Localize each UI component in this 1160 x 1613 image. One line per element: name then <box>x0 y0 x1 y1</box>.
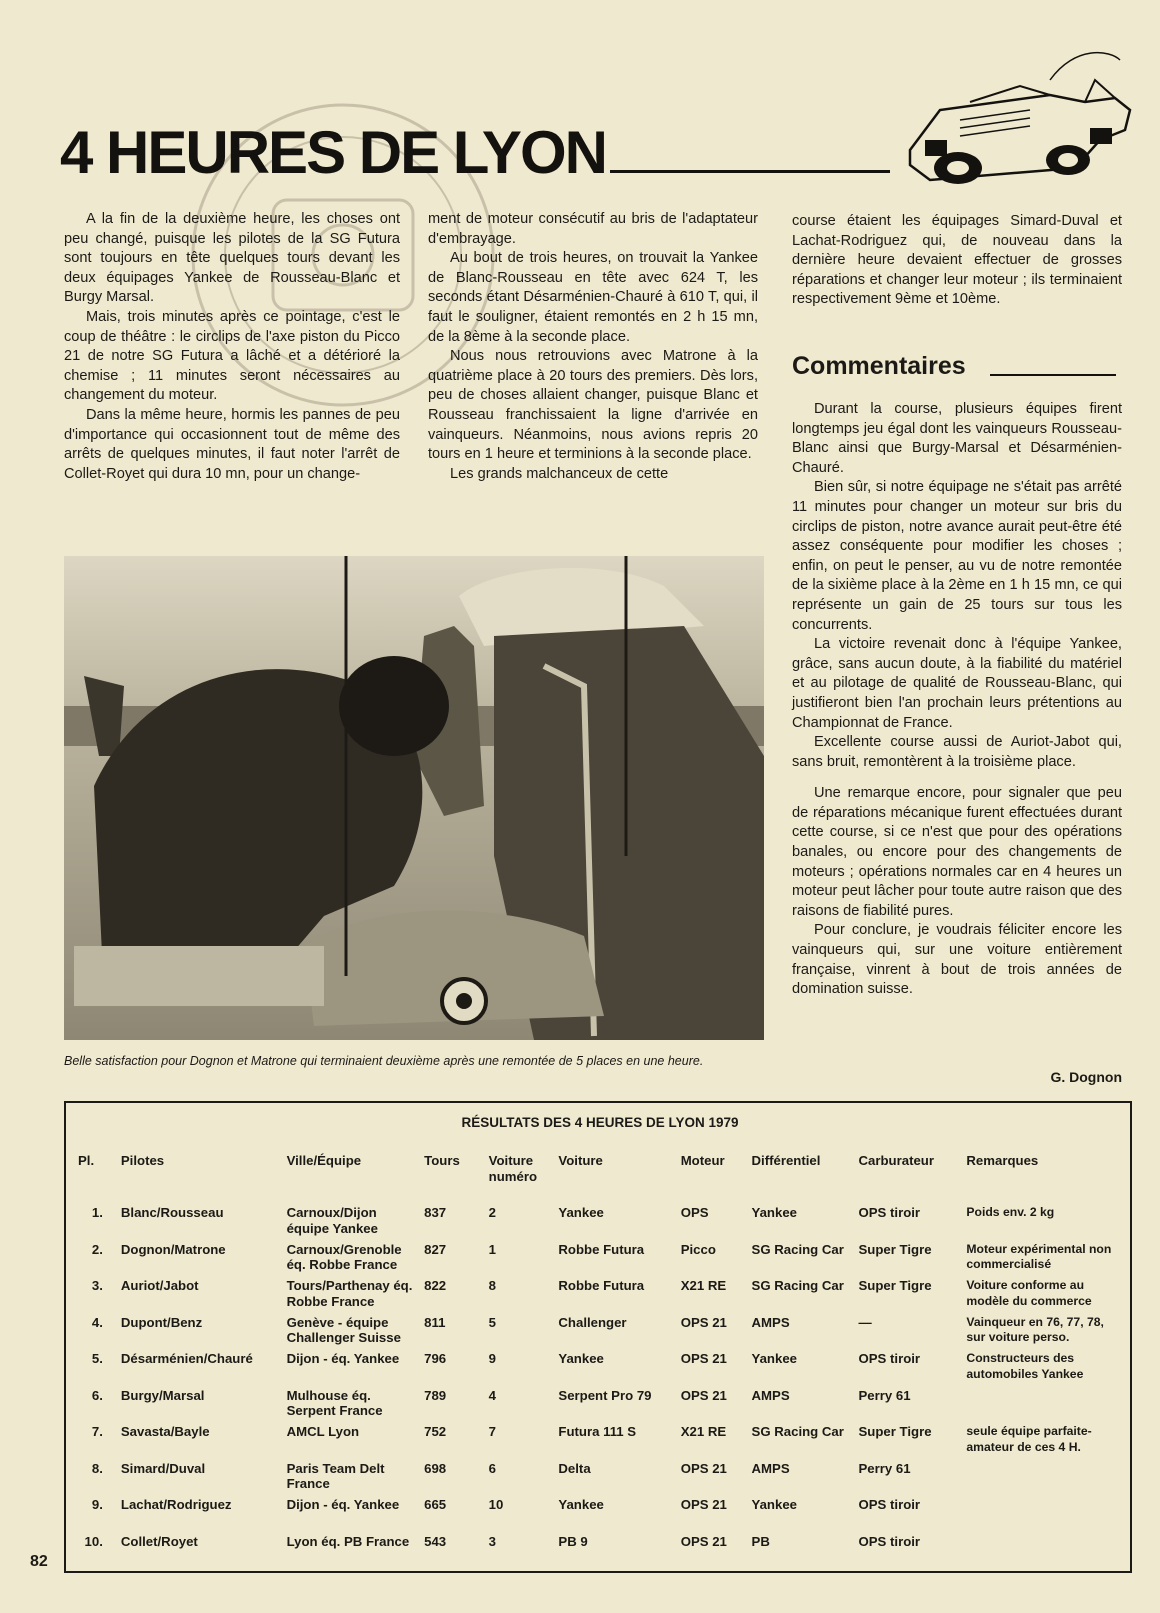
table-cell: Poids env. 2 kg <box>966 1205 1055 1219</box>
table-cell: Dognon/Matrone <box>120 1241 226 1257</box>
table-cell: PB 9 <box>558 1533 588 1549</box>
col-header: Voiture numéro <box>488 1153 538 1184</box>
table-cell: Simard/Duval <box>120 1460 206 1476</box>
paragraph: ment de moteur consécutif au bris de l'adaptateur d'embrayage. <box>428 211 758 247</box>
table-cell: Auriot/Jabot <box>120 1278 199 1293</box>
table-cell: AMPS <box>751 1387 790 1403</box>
table-cell: Yankee <box>558 1351 604 1366</box>
table-cell: Yankee <box>751 1497 797 1512</box>
col-header: Voiture <box>558 1153 603 1168</box>
table-cell: 698 <box>424 1460 447 1476</box>
paragraph: Excellente course aussi de Auriot-Jabot qui, sans bruit, remontèrent à la troisième place. <box>792 734 1122 770</box>
results-box <box>64 1101 1132 1573</box>
table-cell: Dupont/Benz <box>120 1314 203 1330</box>
table-row <box>74 1534 1130 1571</box>
col-header: Remarques <box>966 1153 1039 1168</box>
table-cell: Yankee <box>751 1205 797 1220</box>
table-cell: 7. <box>91 1424 103 1439</box>
results-title: RÉSULTATS DES 4 HEURES DE LYON 1979 <box>461 1115 739 1130</box>
table-cell: Voiture conforme au modèle du commerce <box>966 1278 1092 1308</box>
article-column-3 <box>792 212 1122 310</box>
table-cell: Burgy/Marsal <box>120 1387 205 1403</box>
table-cell: AMPS <box>751 1460 790 1476</box>
table-cell: OPS 21 <box>680 1533 727 1549</box>
table-cell: Robbe Futura <box>558 1241 645 1257</box>
table-cell: OPS tiroir <box>858 1533 921 1549</box>
table-cell: Challenger <box>558 1314 627 1330</box>
table-cell: Vainqueur en 76, 77, 78, sur voiture perso. <box>966 1314 1104 1344</box>
table-cell: Futura 111 S <box>558 1424 637 1439</box>
table-cell: OPS <box>680 1205 709 1220</box>
table-cell: Paris Team Delt France <box>286 1460 385 1491</box>
table-cell: 4. <box>91 1314 103 1330</box>
table-cell: Super Tigre <box>858 1241 932 1257</box>
table-cell: SG Racing Car <box>751 1241 844 1257</box>
table-cell: 8 <box>488 1278 496 1293</box>
table-cell: Lyon éq. PB France <box>286 1533 410 1549</box>
table-cell: Perry 61 <box>858 1460 911 1476</box>
table-cell: 7 <box>488 1424 496 1439</box>
table-cell: Mulhouse éq. Serpent France <box>286 1387 383 1418</box>
table-cell: SG Racing Car <box>751 1278 844 1293</box>
table-cell: Super Tigre <box>858 1424 932 1439</box>
paragraph: Pour conclure, je voudrais féliciter encore les vainqueurs qui, sur une voiture entièrement française, vinrent à bout de trois années de domination suisse. <box>792 922 1122 998</box>
article-column-1 <box>64 210 400 484</box>
table-cell: Dijon - éq. Yankee <box>286 1497 400 1512</box>
table-row <box>74 1351 1130 1388</box>
table-cell: 9. <box>91 1497 103 1512</box>
col-header: Tours <box>424 1153 460 1168</box>
col-header: Carburateur <box>858 1153 934 1168</box>
table-row <box>74 1424 1130 1461</box>
paragraph: La victoire revenait donc à l'équipe Yankee, grâce, sans aucun doute, à la fiabilité du matériel et au pilotage de qualité de Rousseau-Blanc, qui justifieront bien l'an prochain leurs prétentions au Championnat de France. <box>792 636 1122 731</box>
table-cell: 811 <box>424 1314 446 1330</box>
page-number: 82 <box>30 1553 48 1570</box>
table-cell <box>962 1497 1130 1534</box>
commentaires-heading: Commentaires <box>792 352 966 380</box>
table-cell: 789 <box>424 1387 447 1403</box>
table-cell: Robbe Futura <box>558 1278 645 1293</box>
table-cell: Yankee <box>558 1205 604 1220</box>
paragraph: Durant la course, plusieurs équipes firent longtemps jeu égal dont les vainqueurs Rousseau-Blanc ainsi que Burgy-Marsal et Désarménien-Chauré. <box>792 401 1122 476</box>
table-row <box>74 1497 1130 1534</box>
paragraph: A la fin de la deuxième heure, les choses ont peu changé, puisque les pilotes de la SG Futura sont toujours en tête quelques tours devant les deux équipages Yankee de Rousseau-Blanc et Burgy Marsal. <box>64 211 400 306</box>
table-cell: PB <box>751 1533 770 1549</box>
table-cell: OPS tiroir <box>858 1205 921 1220</box>
table-cell: OPS 21 <box>680 1460 727 1476</box>
photo-caption: Belle satisfaction pour Dognon et Matrone qui terminaient deuxième après une remontée de 5 places en une heure. <box>64 1054 704 1068</box>
table-cell: 10 <box>488 1497 504 1512</box>
table-cell: SG Racing Car <box>751 1424 844 1439</box>
table-cell: Delta <box>558 1460 591 1476</box>
table-cell: 1 <box>488 1241 496 1257</box>
article-column-2 <box>428 210 758 484</box>
table-cell: OPS 21 <box>680 1387 727 1403</box>
table-cell: Savasta/Bayle <box>120 1424 210 1439</box>
table-cell: Carnoux/Grenoble éq. Robbe France <box>286 1241 402 1272</box>
table-cell: Super Tigre <box>858 1278 932 1293</box>
table-cell: 2. <box>91 1241 103 1257</box>
table-cell: 837 <box>424 1205 447 1220</box>
col-header: Pilotes <box>120 1153 165 1168</box>
table-cell: Yankee <box>558 1497 604 1512</box>
table-cell: 6. <box>91 1387 103 1403</box>
table-cell: OPS tiroir <box>858 1497 921 1512</box>
heading-rule <box>990 374 1116 376</box>
table-cell <box>962 1534 1130 1571</box>
paragraph: Une remarque encore, pour signaler que peu de réparations mécanique furent effectuées durant cette course, si ce n'est que pour des opérations banales, ou encore pour des changements de moteurs ; opérations normales car en 4 heures un moteur peut lâcher pour toute autre raison que des raisons de fiabilité pures. <box>792 785 1122 919</box>
article-title: 4 HEURES DE LYON <box>60 119 606 186</box>
table-cell: OPS 21 <box>680 1497 727 1512</box>
col-header: Ville/Équipe <box>286 1153 362 1168</box>
table-cell: — <box>858 1314 872 1330</box>
table-cell: Genève - équipe Challenger Suisse <box>286 1314 401 1345</box>
table-row <box>74 1461 1130 1498</box>
table-cell: 543 <box>424 1533 447 1549</box>
table-cell: Tours/Parthenay éq. Robbe France <box>286 1278 413 1309</box>
paragraph: Bien sûr, si notre équipage ne s'était pas arrêté 11 minutes pour changer un moteur sur bris du circlips de piston, notre avance aurait peut-être été assez conséquente pour modifier les choses ; enfin, on peut le penser, au vu de notre remontée de la sixième place à la 2ème en 1 h 15 mn, ce qui représente un gain de 25 tours sur tous les concurrents. <box>792 479 1122 633</box>
table-cell <box>962 1461 1130 1498</box>
title-rule <box>610 170 890 173</box>
table-cell: 796 <box>424 1351 447 1366</box>
race-car-drawing-icon <box>900 40 1140 200</box>
paragraph: Dans la même heure, hormis les pannes de peu d'importance qui occasionnent tout de même des arrêts de quelques minutes, il faut noter l'arrêt de Collet-Royet qui dura 10 mn, pour un change- <box>64 406 400 482</box>
table-cell: Carnoux/Dijon équipe Yankee <box>286 1205 378 1236</box>
table-cell: 822 <box>424 1278 447 1293</box>
table-row <box>74 1278 1130 1315</box>
paragraph: Mais, trois minutes après ce pointage, c'est le coup de théâtre : le circlips de l'axe piston du Picco 21 de notre SG Futura a lâché et a détérioré la chemise ; 11 minutes seront nécessaires au changement du moteur. <box>64 308 400 404</box>
table-cell: 9 <box>488 1351 496 1366</box>
table-row <box>74 1388 1130 1425</box>
paragraph: Les grands malchanceux de cette <box>450 465 669 482</box>
paragraph: Nous nous retrouvions avec Matrone à la quatrième place à 20 tours des premiers. Dès lors, peu de choses allaient changer, puisque Blanc et Rousseau franchissaient la ligne d'arrivée en vainqueurs. Néanmoins, nous avions repris 20 tours en 1 heure et terminions à la seconde place. <box>428 348 758 463</box>
table-cell: 3 <box>488 1533 496 1549</box>
table-row <box>74 1205 1130 1242</box>
table-cell: 5 <box>488 1314 496 1330</box>
table-cell: Désarménien/Chauré <box>120 1351 253 1366</box>
author-signature: G. Dognon <box>1050 1069 1122 1085</box>
table-cell: 5. <box>91 1351 103 1366</box>
pit-crew-photo <box>64 556 764 1040</box>
table-cell: Moteur expérimental non commercialisé <box>966 1241 1112 1271</box>
paragraph: Au bout de trois heures, on trouvait la Yankee de Blanc-Rousseau en tête avec 624 T, les seconds étant Désarménien-Chauré à 610 T, qui, il faut le souligner, étaient remontés en 2 h 15 mn, de la 8ème à la seconde place. <box>428 250 758 345</box>
table-cell: OPS tiroir <box>858 1351 921 1366</box>
table-cell: Collet/Royet <box>120 1533 198 1549</box>
table-cell: 4 <box>488 1387 496 1403</box>
table-cell: Blanc/Rousseau <box>120 1205 224 1220</box>
table-cell: 3. <box>91 1278 103 1293</box>
table-cell <box>962 1388 1130 1425</box>
table-cell: 10. <box>84 1533 103 1549</box>
table-cell: 2 <box>488 1205 496 1220</box>
col-header: Pl. <box>78 1153 95 1168</box>
table-header-row <box>74 1153 1130 1205</box>
table-cell: X21 RE <box>680 1424 727 1439</box>
table-cell: Dijon - éq. Yankee <box>286 1351 400 1366</box>
table-cell: AMCL Lyon <box>286 1424 360 1439</box>
table-cell: 1. <box>91 1205 103 1220</box>
paragraph: course étaient les équipages Simard-Duval et Lachat-Rodriguez qui, de nouveau dans la dernière heure devaient effectuer de grosses réparations et changer leur moteur ; ils terminaient respectivement 9ème et 10ème. <box>792 213 1122 308</box>
col-header: Différentiel <box>751 1153 821 1168</box>
results-table <box>74 1153 1130 1570</box>
photo-illustration <box>64 556 764 1040</box>
table-cell: Yankee <box>751 1351 797 1366</box>
table-cell: AMPS <box>751 1314 790 1330</box>
table-cell: 827 <box>424 1241 447 1257</box>
table-cell: seule équipe parfaite-amateur de ces 4 H. <box>966 1424 1092 1454</box>
table-cell: 8. <box>91 1460 103 1476</box>
table-cell: Serpent Pro 79 <box>558 1387 652 1403</box>
col-header: Moteur <box>680 1153 725 1168</box>
table-cell: Perry 61 <box>858 1387 911 1403</box>
table-cell: OPS 21 <box>680 1314 727 1330</box>
table-cell: Constructeurs des automobiles Yankee <box>966 1351 1084 1381</box>
table-cell: Picco <box>680 1241 716 1257</box>
table-cell: Lachat/Rodriguez <box>120 1497 232 1512</box>
results-body <box>74 1205 1130 1570</box>
table-cell: OPS 21 <box>680 1351 727 1366</box>
table-row <box>74 1315 1130 1352</box>
table-cell: X21 RE <box>680 1278 727 1293</box>
table-cell: 6 <box>488 1460 496 1476</box>
commentaires-body <box>792 400 1122 1000</box>
table-cell: 665 <box>424 1497 447 1512</box>
table-row <box>74 1242 1130 1279</box>
table-cell: 752 <box>424 1424 447 1439</box>
